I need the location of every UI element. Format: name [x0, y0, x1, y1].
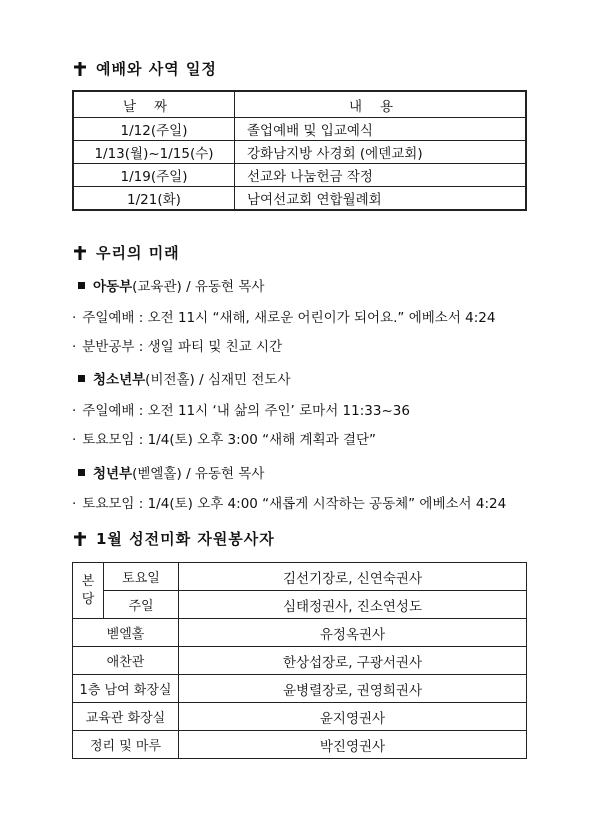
young-adult-department-heading — [72, 462, 264, 482]
department-line — [72, 428, 376, 448]
schedule-title-text: 예배와 사역 일정 — [96, 60, 217, 78]
line-text: 분반공부 : 생일 파티 및 친교 시간 — [82, 339, 283, 355]
dot-bullet: · — [72, 432, 77, 448]
schedule-date: 1/19(주일) — [73, 164, 235, 187]
schedule-date: 1/12(주일) — [73, 118, 235, 141]
main-hall-full-label — [0, 0, 1, 1]
table-row — [73, 619, 527, 647]
volunteers-section-title — [72, 528, 275, 549]
schedule-content: 강화남지방 사경회 (에덴교회) — [235, 141, 527, 164]
schedule-content: 남여선교회 연합월례회 — [235, 187, 527, 211]
volunteer-names: 김선기장로, 신연숙권사 — [179, 563, 527, 591]
volunteer-names: 윤병렬장로, 권영희권사 — [179, 675, 527, 703]
department-detail: (벧엘홀) / 유동현 목사 — [132, 466, 265, 482]
volunteers-table — [72, 562, 527, 759]
volunteer-names: 윤지영권사 — [179, 703, 527, 731]
dot-bullet: · — [72, 310, 77, 326]
volunteer-names: 심태정권사, 진소연성도 — [179, 591, 527, 619]
volunteer-place: 1층 남여 화장실 — [73, 675, 179, 703]
department-detail: (교육관) / 유동현 목사 — [132, 279, 265, 295]
schedule-section-title — [72, 58, 217, 79]
volunteer-place: 정리 및 마루 — [73, 731, 179, 759]
line-text: 토요모임 : 1/4(토) 오후 3:00 “새해 계획과 결단” — [82, 432, 377, 448]
schedule-table — [72, 90, 527, 211]
content-column-header: 내용 — [235, 91, 527, 118]
volunteer-names: 유정옥권사 — [179, 619, 527, 647]
department-line — [72, 492, 506, 512]
square-bullet-icon — [78, 375, 85, 382]
dot-bullet: · — [72, 339, 77, 355]
cross-icon — [72, 61, 88, 77]
volunteer-place: 토요일 — [104, 563, 179, 591]
volunteer-place: 교육관 화장실 — [73, 703, 179, 731]
schedule-header-row — [73, 91, 526, 118]
schedule-content: 졸업예배 및 입교예식 — [235, 118, 527, 141]
table-row — [73, 563, 527, 591]
department-line — [72, 306, 495, 326]
volunteer-place: 애찬관 — [73, 647, 179, 675]
table-row — [73, 164, 526, 187]
future-section-title — [72, 242, 180, 263]
square-bullet-icon — [78, 282, 85, 289]
volunteer-names: 박진영권사 — [179, 731, 527, 759]
schedule-content: 선교와 나눔헌금 작정 — [235, 164, 527, 187]
future-title-text: 우리의 미래 — [96, 244, 180, 262]
department-detail: (비전홀) / 심재민 전도사 — [145, 372, 291, 388]
line-text: 토요모임 : 1/4(토) 오후 4:00 “새롭게 시작하는 공동체” 에베소서 4:24 — [82, 496, 507, 512]
volunteer-place: 주일 — [104, 591, 179, 619]
main-hall-label-bottom: 당 — [81, 591, 95, 607]
cross-icon — [72, 531, 88, 547]
dot-bullet: · — [72, 403, 77, 419]
line-text: 주일예배 : 오전 11시 ‘내 삶의 주인’ 로마서 11:33~36 — [82, 403, 410, 419]
schedule-date: 1/13(월)~1/15(수) — [73, 141, 235, 164]
volunteers-title-text: 1월 성전미화 자원봉사자 — [96, 530, 275, 548]
schedule-date: 1/21(화) — [73, 187, 235, 211]
volunteer-place: 벧엘홀 — [73, 619, 179, 647]
youth-department-heading — [72, 368, 291, 388]
dot-bullet: · — [72, 496, 77, 512]
square-bullet-icon — [78, 469, 85, 476]
main-hall-cell — [73, 563, 104, 619]
table-row — [73, 141, 526, 164]
main-hall-label-top: 본 — [81, 573, 95, 589]
table-row — [73, 647, 527, 675]
cross-icon — [72, 245, 88, 261]
department-line — [72, 399, 410, 419]
department-line — [72, 335, 282, 355]
date-column-header: 날짜 — [73, 91, 235, 118]
volunteer-names: 한상섭장로, 구광서권사 — [179, 647, 527, 675]
table-row — [73, 118, 526, 141]
department-name: 청소년부 — [93, 372, 146, 388]
department-name: 아동부 — [93, 279, 133, 295]
table-row — [73, 591, 527, 619]
table-row — [73, 675, 527, 703]
table-row — [73, 703, 527, 731]
table-row — [73, 187, 526, 211]
line-text: 주일예배 : 오전 11시 “새해, 새로운 어린이가 되어요.” 에베소서 4:24 — [82, 310, 496, 326]
children-department-heading — [72, 275, 264, 295]
table-row — [73, 731, 527, 759]
department-name: 청년부 — [93, 466, 133, 482]
